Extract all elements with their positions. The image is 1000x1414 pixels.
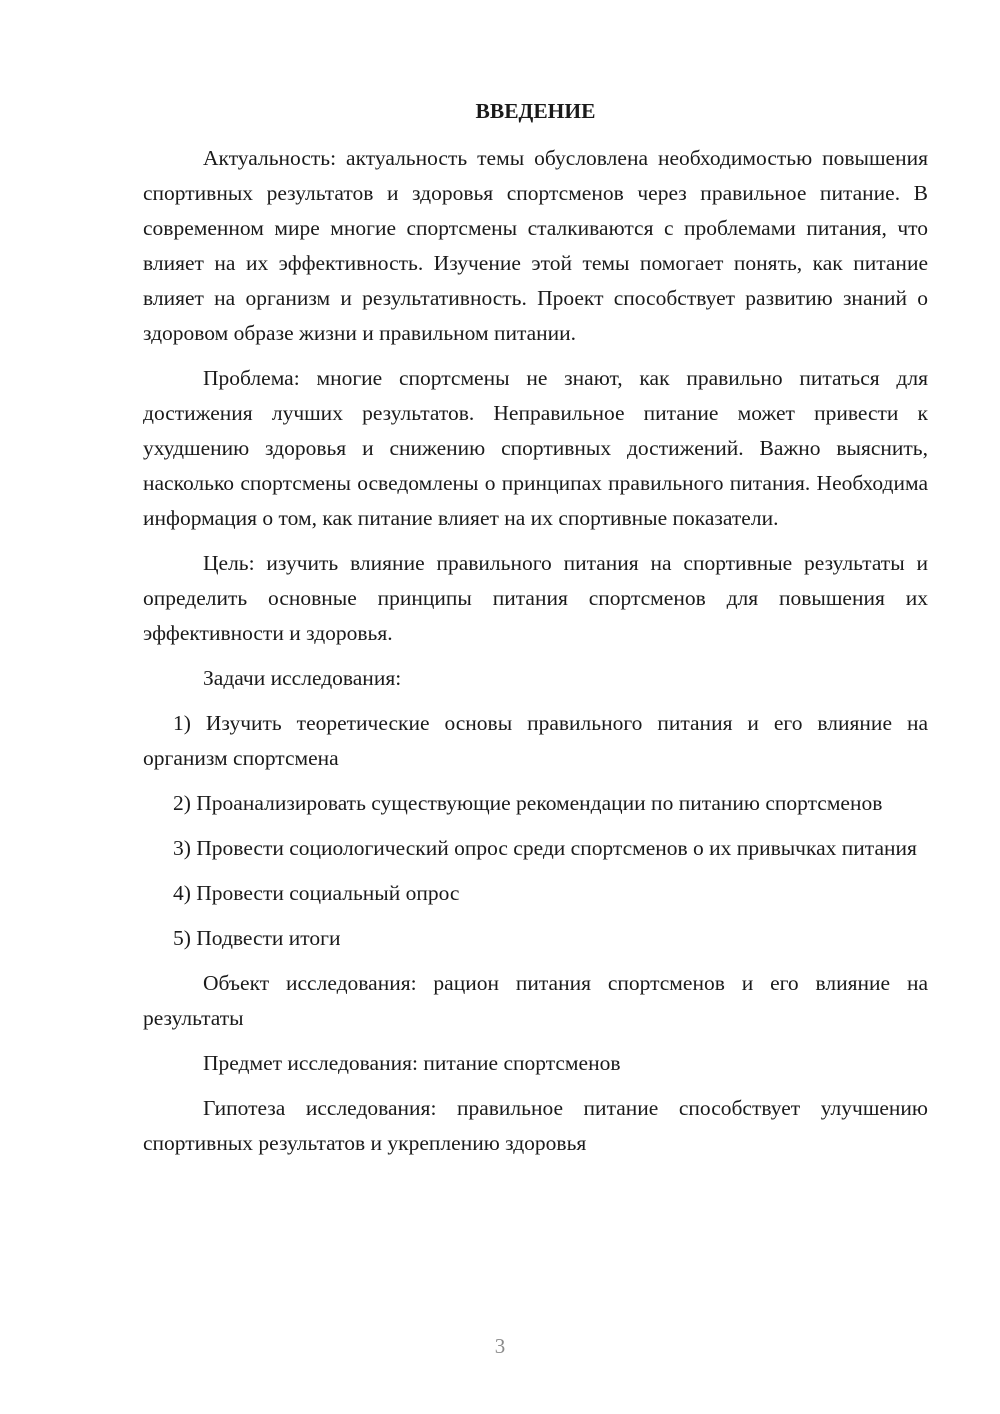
document-page bbox=[143, 94, 928, 1161]
subject-paragraph: Предмет исследования: питание спортсменов bbox=[203, 1051, 621, 1075]
task-item: 5) Подвести итоги bbox=[173, 926, 341, 950]
object-paragraph: Объект исследования: рацион питания спортсменов и его влияние на результаты bbox=[143, 971, 928, 1030]
task-item: 2) Проанализировать существующие рекомендации по питанию спортсменов bbox=[173, 791, 883, 815]
goal-paragraph: Цель: изучить влияние правильного питания на спортивные результаты и определить основные принципы питания спортсменов для повышения их эффективности и здоровья. bbox=[143, 551, 928, 645]
tasks-list bbox=[143, 706, 928, 956]
page-number: 3 bbox=[494, 1334, 506, 1358]
task-item: 4) Провести социальный опрос bbox=[173, 881, 460, 905]
task-item: 1) Изучить теоретические основы правильного питания и его влияние на организм спортсмена bbox=[143, 711, 928, 770]
tasks-label: Задачи исследования: bbox=[203, 666, 402, 690]
relevance-paragraph: Актуальность: актуальность темы обусловлена необходимостью повышения спортивных результатов и здоровья спортсменов через правильное питание. В современном мире многие спортсмены сталкиваются с проблемами питания, что влияет на их эффективность. Изучение этой темы помогает понять, как питание влияет на организм и результативность. Проект способствует развитию знаний о здоровом образе жизни и правильном питании. bbox=[143, 146, 928, 345]
section-heading: ВВЕДЕНИЕ bbox=[475, 99, 596, 123]
problem-paragraph: Проблема: многие спортсмены не знают, как правильно питаться для достижения лучших результатов. Неправильное питание может привести к ухудшению здоровья и снижению спортивных достижений. Важно выяснить, насколько спортсмены осведомлены о принципах правильного питания. Необходима информация о том, как питание влияет на их спортивные показатели. bbox=[143, 366, 928, 530]
hypothesis-paragraph: Гипотеза исследования: правильное питание способствует улучшению спортивных результатов и укреплению здоровья bbox=[143, 1096, 928, 1155]
task-item: 3) Провести социологический опрос среди спортсменов о их привычках питания bbox=[173, 836, 917, 860]
